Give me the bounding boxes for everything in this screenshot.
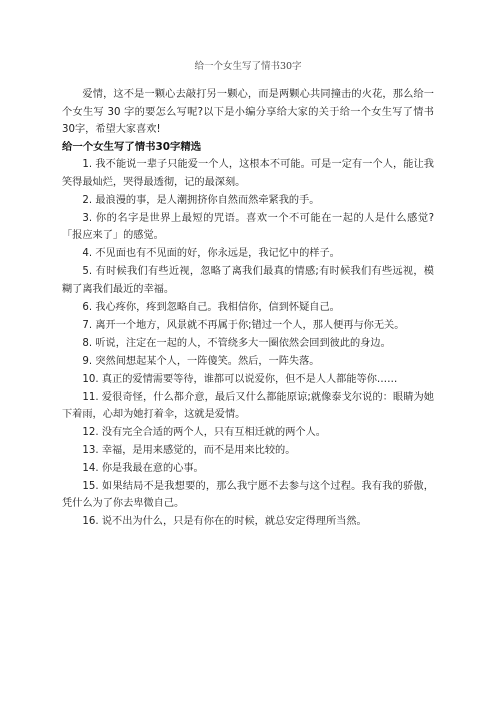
- list-item: 10. 真正的爱情需要等待，谁都可以说爱你，但不是人人都能等你……: [82, 373, 398, 385]
- quote-list: [62, 156, 434, 530]
- document-title: 给一个女生写了情书30字: [194, 61, 302, 72]
- list-item: 13. 幸福，是用来感觉的，而不是用来比较的。: [82, 445, 296, 456]
- list-item: 3. 你的名字是世界上最短的咒语。喜欢一个不可能在一起的人是什么感觉?「报应来了」的感觉。: [62, 212, 434, 242]
- list-item: 7. 离开一个地方，风景就不再属于你;错过一个人，那人便再与你无关。: [82, 319, 405, 331]
- list-item: 11. 爱很奇怪，什么都介意，最后又什么都能原谅;就像泰戈尔说的：眼睛为她下着雨，心却为她打着伞，这就是爱情。: [62, 391, 434, 420]
- list-item: 2. 最浪漫的事，是人潮拥挤你自然而然牵紧我的手。: [82, 194, 320, 206]
- list-item: 16. 说不出为什么，只是有你在的时候，就总安定得理所当然。: [82, 516, 367, 528]
- list-item: 14. 你是我最在意的心事。: [82, 463, 204, 474]
- list-item: 12. 没有完全合适的两个人，只有互相迁就的两个人。: [82, 427, 326, 438]
- intro-paragraph: 爱情，这不是一颗心去敲打另一颗心，而是两颗心共同撞击的火花，那么给一个女生写 30 字的要怎么写呢?以下是小编分享给大家的关于给一个女生写了情书30字，希望大家喜欢!: [62, 89, 434, 136]
- list-item: 4. 不见面也有不见面的好，你永远是，我记忆中的样子。: [82, 248, 340, 260]
- list-item: 8. 听说，注定在一起的人，不管绕多大一圈依然会回到彼此的身边。: [82, 337, 391, 349]
- list-item: 6. 我心疼你，疼到忽略自己。我相信你，信到怀疑自己。: [82, 301, 340, 313]
- section-heading: 给一个女生写了情书30字精选: [62, 140, 202, 153]
- list-item: 9. 突然间想起某个人，一阵傻笑。然后，一阵失落。: [82, 355, 320, 367]
- list-item: 1. 我不能说一辈子只能爱一个人，这根本不可能。可是一定有一个人，能让我笑得最灿烂，哭得最透彻，记的最深刻。: [62, 159, 434, 188]
- list-item: 15. 如果结局不是我想要的，那么我宁愿不去参与这个过程。我有我的骄傲，凭什么为了你去卑微自己。: [62, 481, 434, 510]
- list-item: 5. 有时候我们有些近视，忽略了离我们最真的情感;有时候我们有些远视，模糊了离我们最近的幸福。: [62, 266, 434, 295]
